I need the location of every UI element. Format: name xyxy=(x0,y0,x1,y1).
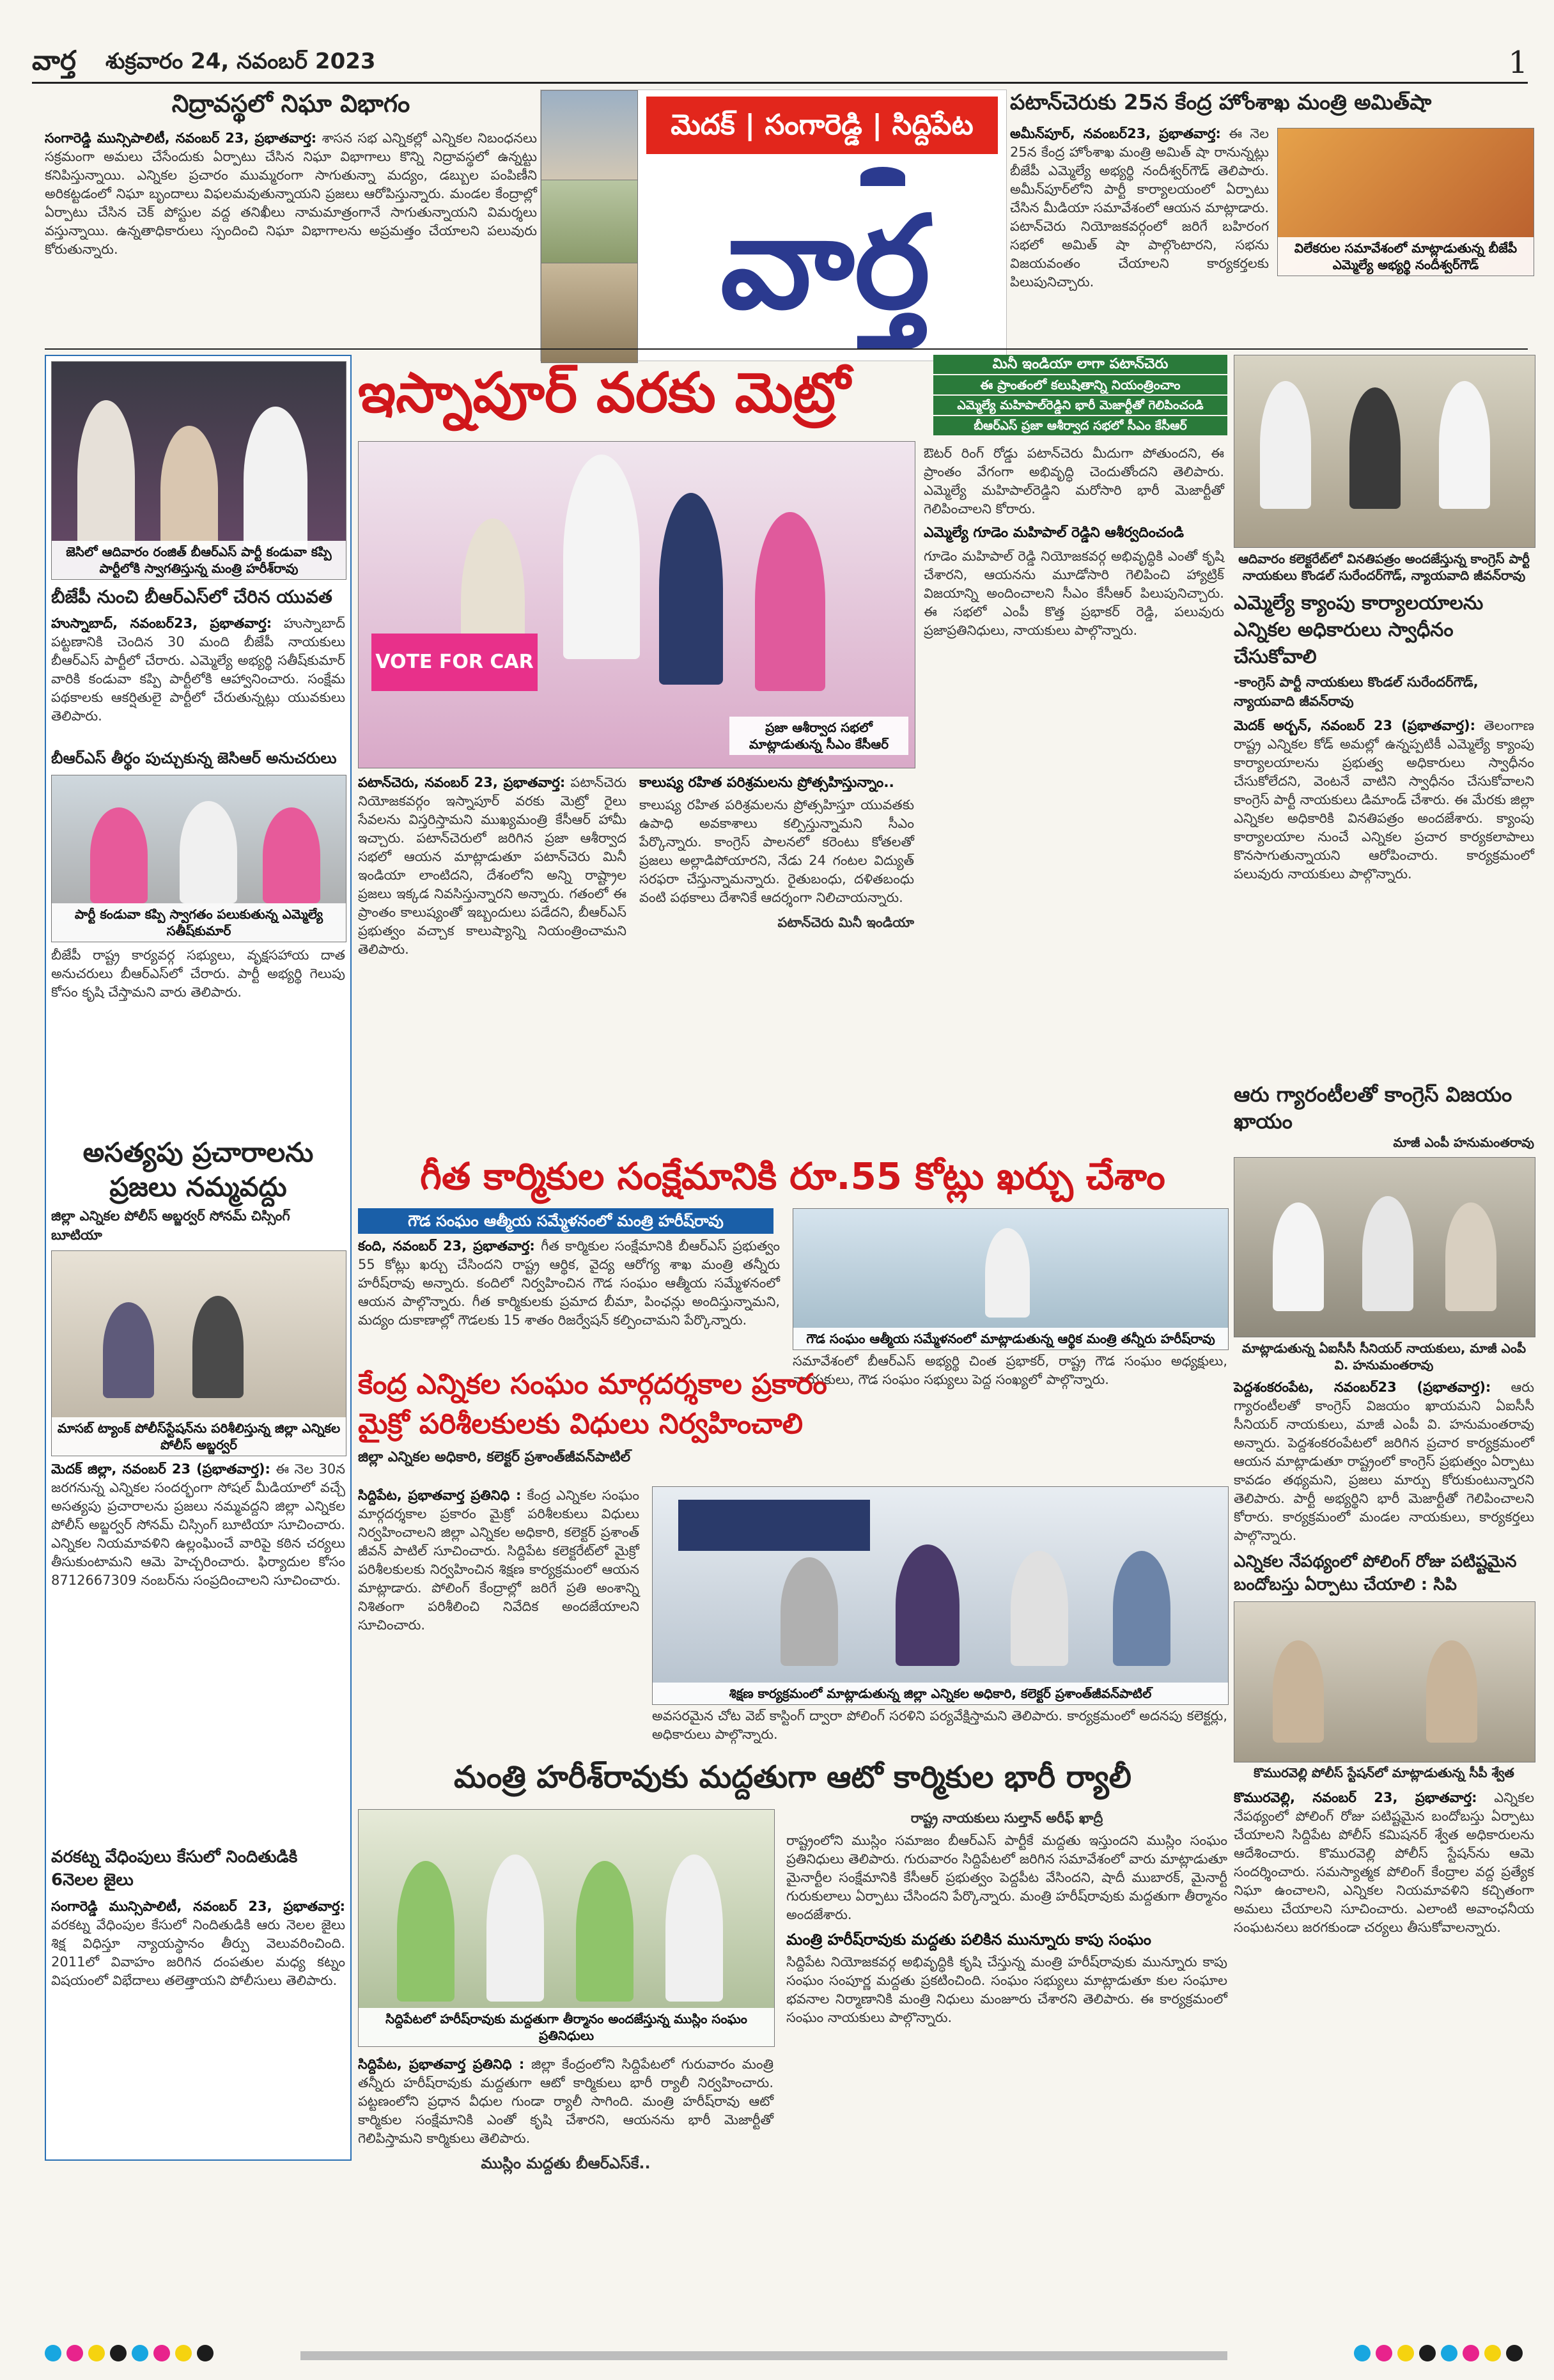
article-text: ఈ నెల 25న కేంద్ర హోంశాఖ మంత్రి అమిత్ షా రానున్నట్లు బీజేపీ ఎమ్మెల్యే అభ్యర్థి నందీశ్వర్‌గౌడ్ తెలిపారు. అమీన్‌పూర్‌లోని పార్టీ కార్యాలయంలో ఏర్పాటు చేసిన మీడియా సమావేశంలో ఆయన మాట్లాడారు. పటాన్‌చెరు నియోజకవర్గంలో జరిగే బహిరంగ సభలో అమిత్ షా పాల్గొంటారని, సభను విజయవంతం చేయాలని కార్యకర్తలకు పిలుపునిచ్చారు. xyxy=(1010,126,1269,290)
lead-endnote: పటాన్‌చెరు మినీ ఇండియా xyxy=(777,915,914,930)
person-figure xyxy=(1426,1640,1477,1743)
geeta-dateline: కంది, నవంబర్ 23, ప్రభాతవార్త: xyxy=(358,1238,535,1254)
lead-kicker: ఎమ్మెల్యే మహిపాల్‌రెడ్డిని భారీ మెజార్టీతో గెలిపించండి xyxy=(933,396,1227,415)
auto-title: మంత్రి హరీశ్‌రావుకు మద్దతుగా ఆటో కార్మికుల భారీ ర్యాలీ xyxy=(454,1759,1131,1795)
registration-dot xyxy=(197,2345,214,2361)
auto-body xyxy=(358,2055,773,2311)
edition-banner: మెదక్ | సంగారెడ్డి | సిద్దిపేట xyxy=(646,97,998,154)
right-text: తెలంగాణ రాష్ట్ర ఎన్నికల కోడ్ అమల్లో ఉన్నప్పటికీ ఎమ్మెల్యే క్యాంపు కార్యాలయాలను ప్రభుత్వ అధికారులు స్వాధీనం చేసుకోలేదని, వెంటనే వాటిని స్వాధీనం చేసుకోవాలని కాంగ్రెస్ పార్టీ నాయకులు డిమాండ్ చేశారు. ఈ మేరకు జిల్లా ఎన్నికల అధికారికి వినతిపత్రం అందజేశారు. క్యాంపు కార్యాలయాల నుంచే ఎన్నికల ప్రచార కార్యకలాపాలు కొనసాగుతున్నాయని ఆరోపించారు. కార్యక్రమంలో పలువురు నాయకులు పాల్గొన్నారు. xyxy=(1234,718,1534,882)
article-amitshah xyxy=(1010,89,1534,361)
person-figure xyxy=(1113,1551,1170,1666)
person-figure xyxy=(263,807,320,903)
auto-mid-text: రాష్ట్రంలోని ముస్లిం సమాజం బీఆర్‌ఎస్ పార్టీకే మద్దతు ఇస్తుందని ముస్లిం సంఘం ప్రతినిధులు తెలిపారు. గురువారం సిద్దిపేటలో జరిగిన సమావేశంలో వారు మాట్లాడుతూ మైనార్టీల సంక్షేమానికి కేసీఆర్ ప్రభుత్వం పెద్దపీట వేసిందని, షాదీ ముబారక్, మైనార్టీ గురుకులాలు ఏర్పాటు చేసిందని పేర్కొన్నారు. మంత్రి హరీష్‌రావుకు మద్దతుగా తీర్మానం అందజేశారు. xyxy=(786,1833,1227,1922)
lead-title: ఇస్నాపూర్ వరకు మెట్రో xyxy=(358,361,850,425)
auto-dateline: సిద్దిపేట, ప్రభాతవార్త ప్రతినిధి : xyxy=(358,2057,525,2072)
edition-photo-1 xyxy=(541,90,638,181)
person-figure xyxy=(1349,387,1401,509)
registration-dot xyxy=(175,2345,192,2361)
lead-body-b xyxy=(639,774,914,1138)
sub-title: బీఆర్‌ఎస్‌ తీర్థం పుచ్చుకున్న జెసిఆర్ అనుచరులు xyxy=(51,749,337,767)
article-title: పటాన్‌చెరుకు 25న కేంద్ర హోంశాఖ మంత్రి అమిత్‌షా xyxy=(1010,89,1432,114)
right-subtext: ఆరు గ్యారంటీలతో కాంగ్రెస్ విజయం ఖాయమని ఏఐసీసీ సీనియర్ నాయకులు, మాజీ ఎంపీ వి. హనుమంతరావు అన్నారు. పెద్దశంకరంపేటలో జరిగిన ప్రచార కార్యక్రమంలో ఆయన మాట్లాడుతూ రాష్ట్రంలో కాంగ్రెస్ ప్రభుత్వం ఏర్పాటు కావడం తథ్యమని, ప్రజలు మార్పు కోరుకుంటున్నారని తెలిపారు. పార్టీ అభ్యర్థిని భారీ మెజార్టీతో గెలిపించాలని కోరారు. కార్యక్రమంలో మండల నాయకులు, కార్యకర్తలు పాల్గొన్నారు. xyxy=(1234,1380,1534,1543)
registration-dot xyxy=(132,2345,148,2361)
right-kicker: -కాంగ్రెస్ పార్టీ నాయకులు కొండల్ సురేందర్‌గౌడ్, న్యాయవాది జీవన్‌రావు xyxy=(1234,674,1479,709)
right-subkicker: మాజీ ఎంపీ హనుమంతరావు xyxy=(1393,1135,1534,1150)
vote-for-car-banner: VOTE FOR CAR xyxy=(371,634,538,691)
article-text: శాసన సభ ఎన్నికల్లో ఎన్నికల నిబంధనలు సక్రమంగా అమలు చేసేందుకు ఏర్పాటు చేసిన నిఘా విభాగాలు కొన్ని నిద్రావస్థలో ఉన్నట్టు కనిపిస్తున్నాయి. ఎన్నికల ప్రచారం ముమ్మరంగా సాగుతున్నా మద్యం, డబ్బుల పంపిణీని అరికట్టడంలో నిఘా బృందాలు విఫలమవుతున్నాయని ప్రజలు ఆరోపిస్తున్నారు. మండల కేంద్రాల్లో ఏర్పాటు చేసిన చెక్ పోస్టుల వద్ద తనిఖీలు నామమాత్రంగానే సాగుతున్నాయని విమర్శలు వస్తున్నాయి. ఉన్నతాధికారులు స్పందించి నిఘా విభాగాలను అప్రమత్తం చేయాలని పలువురు కోరుతున్నారు. xyxy=(45,130,538,257)
edition-block xyxy=(540,89,1007,361)
right-photo-1 xyxy=(1234,355,1535,548)
person-figure xyxy=(397,1861,455,2002)
lead-subhead: ఎమ్మెల్యే గూడెం మహిపాల్ రెడ్డిని ఆశీర్వదించండి xyxy=(924,525,1185,541)
sub-dateline: సంగారెడ్డి మున్సిపాలిటీ, నవంబర్ 23, ప్రభాతవార్త: xyxy=(51,1899,345,1914)
ec-text: కేంద్ర ఎన్నికల సంఘం మార్గదర్శకాల ప్రకారం మైక్రో పరిశీలకులు విధులు నిర్వహించాలని జిల్లా ఎన్నికల అధికారి, కలెక్టర్ ప్రశాంత్ జీవన్ పాటిల్ సూచించారు. సిద్దిపేట కలెక్టరేట్‌లో మైక్రో పరిశీలకులకు నిర్వహించిన శిక్షణ కార్యక్రమంలో ఆయన మాట్లాడారు. పోలింగ్ కేంద్రాల్లో జరిగే ప్రతి అంశాన్ని నిశితంగా పరిశీలించి నివేదిక అందజేయాలని సూచించారు. xyxy=(358,1488,639,1633)
police-photo xyxy=(1234,1601,1535,1762)
person-figure xyxy=(1439,381,1490,509)
article-dateline: సంగారెడ్డి మున్సిపాలిటీ, నవంబర్ 23, ప్రభాతవార్త: xyxy=(45,130,317,146)
ec-title-1: కేంద్ర ఎన్నికల సంఘం మార్గదర్శకాల ప్రకారం xyxy=(358,1368,827,1401)
sub-body: బీజేపీ రాష్ట్ర కార్యవర్గ సభ్యులు, వృక్షసహాయ దాత అనుచరులు బీఆర్‌ఎస్‌లో చేరారు. పార్టీ అభ్యర్థి గెలుపు కోసం కృషి చేస్తామని వారు తెలిపారు. xyxy=(51,947,345,1000)
person-figure xyxy=(90,807,148,903)
ec-body xyxy=(358,1486,639,1748)
article-nigha xyxy=(45,89,537,358)
person-figure xyxy=(160,426,218,554)
person-figure xyxy=(896,1544,960,1666)
article-dateline: అమీన్‌పూర్, నవంబర్23, ప్రభాతవార్త: xyxy=(1010,126,1221,141)
lead-story xyxy=(358,355,1227,1144)
person-figure xyxy=(486,1855,544,2002)
geeta-photo xyxy=(793,1208,1229,1350)
screen xyxy=(678,1500,870,1551)
photo-caption: మాట్లాడుతున్న ఏఐసీసీ సీనియర్ నాయకులు, మాజీ ఎంపీ వి. హనుమంతరావు xyxy=(1241,1341,1527,1373)
lead-text: పటాన్‌చెరు నియోజకవర్గం ఇస్నాపూర్ వరకు మెట్రో రైలు సేవలను విస్తరిస్తామని ముఖ్యమంత్రి కేసీఆర్ హామీ ఇచ్చారు. పటాన్‌చెరులో జరిగిన ప్రజా ఆశీర్వాద సభలో ఆయన మాట్లాడుతూ పటాన్‌చెరు మినీ ఇండియా లాంటిదని, దేశంలోని అన్ని రాష్ట్రాల ప్రజలు ఇక్కడ నివసిస్తున్నారని అన్నారు. గతంలో ఈ ప్రాంతం కాలుష్యంతో ఇబ్బందులు పడేదని, బీఆర్‌ఎస్ ప్రభుత్వం వచ్చాక కాలుష్యాన్ని నియంత్రించామని తెలిపారు. xyxy=(358,775,626,957)
masthead-rule xyxy=(32,82,1528,84)
person-figure xyxy=(1445,1202,1496,1311)
photo-caption: విలేకరుల సమావేశంలో మాట్లాడుతున్న బీజేపీ ఎమ్మెల్యే అభ్యర్థి నందీశ్వర్‌గౌడ్ xyxy=(1278,237,1534,276)
sub-body xyxy=(51,614,345,745)
photo-caption: సిద్దిపేటలో హరీష్‌రావుకు మద్దతుగా తీర్మానం అందజేస్తున్న ముస్లిం సంఘం ప్రతినిధులు xyxy=(359,2008,774,2046)
article-police xyxy=(1234,1550,1534,2330)
police-text: ఎన్నికల నేపథ్యంలో పోలింగ్ రోజు పటిష్టమైన బందోబస్తు ఏర్పాటు చేయాలని సిద్దిపేట పోలీస్ కమిషనర్ శ్వేత అధికారులను ఆదేశించారు. కొమురవెల్లి పోలీస్ స్టేషన్‌ను ఆమె సందర్శించారు. సమస్యాత్మక పోలింగ్ కేంద్రాల వద్ద ప్రత్యేక నిఘా ఉంచాలని, ఎన్నికల నియమావళిని కచ్చితంగా అమలు చేయాలని సూచించారు. ఎలాంటి అవాంఛనీయ సంఘటనలు జరగకుండా చర్యలు తీసుకోవాలన్నారు. xyxy=(1234,1790,1534,1935)
ec-kicker: జిల్లా ఎన్నికల అధికారి, కలెక్టర్ ప్రశాంత్‌జీవన్‌పాటిల్ xyxy=(358,1449,631,1465)
police-title: ఎన్నికల నేపథ్యంలో పోలింగ్ రోజు పటిష్టమైన బందోబస్తు ఏర్పాటు చేయాలి : సిపి xyxy=(1234,1552,1517,1594)
registration-dot xyxy=(1484,2345,1501,2361)
sub-text: వరకట్న వేధింపుల కేసులో నిందితుడికి ఆరు నెలల జైలు శిక్ష విధిస్తూ న్యాయస్థానం తీర్పు వెలువరించింది. 2011లో వివాహం జరిగిన దంపతుల మధ్య కట్నం విషయంలో విభేదాలు తలెత్తాయని పోలీసులు తెలిపారు. xyxy=(51,1917,345,1988)
left-photo-1 xyxy=(51,361,346,580)
edition-photo-2 xyxy=(541,180,638,264)
registration-dot xyxy=(66,2345,83,2361)
ec-title-2: మైక్రో పరిశీలకులకు విధులు నిర్వహించాలి xyxy=(358,1408,804,1440)
person-figure xyxy=(781,1557,838,1666)
right-subdateline: పెద్దశంకరంపేట, నవంబర్23 (ప్రభాతవార్త): xyxy=(1234,1380,1491,1395)
person-figure xyxy=(665,1855,723,2002)
divider xyxy=(45,348,1528,350)
lead-kicker: బీఆర్‌ఎస్ ప్రజా ఆశీర్వాద సభలో సీఎం కేసీఆర్ xyxy=(933,416,1227,435)
auto-sub2-text: సిద్దిపేట నియోజకవర్గ అభివృద్ధికి కృషి చేస్తున్న మంత్రి హరీష్‌రావుకు మున్నూరు కాపు సంఘం సంపూర్ణ మద్దతు ప్రకటించింది. సంఘం సభ్యులు మాట్లాడుతూ కుల సంఘాల భవనాల నిర్మాణానికి మంత్రి నిధులు మంజూరు చేశారని తెలిపారు. ఈ కార్యక్రమంలో సంఘం నాయకులు పాల్గొన్నారు. xyxy=(786,1954,1227,2025)
photo-caption: ఆదివారం కలెక్టరేట్‌లో వినతిపత్రం అందజేస్తున్న కాంగ్రెస్ పార్టీ నాయకులు కొండల్ సురేందర్‌గౌడ్, న్యాయవాది జీవన్‌రావు xyxy=(1238,551,1530,583)
lead-kicker: ఈ ప్రాంతంలో కలుషితాన్ని నియంత్రించాం xyxy=(933,375,1227,394)
photo-caption: మాసబ్ ట్యాంక్ పోలీస్‌స్టేషన్‌ను పరిశీలిస్తున్న జిల్లా ఎన్నికల పోలీస్ అబ్జర్వర్ xyxy=(52,1417,346,1456)
left-photo-2 xyxy=(51,775,346,942)
geeta-body xyxy=(358,1237,780,1362)
lead-text: గూడెం మహిపాల్ రెడ్డి నియోజకవర్గ అభివృద్ధికి ఎంతో కృషి చేశారని, ఆయనను మూడోసారి గెలిపించి హ్యాట్రిక్ విజయాన్ని అందించాలని సీఎం కేసీఆర్ పిలుపునిచ్చారు. ఈ సభలో ఎంపీ కొత్త ప్రభాకర్ రెడ్డి, పలువురు ప్రజాప్రతినిధులు, నాయకులు పాల్గొన్నారు. xyxy=(924,548,1224,638)
lead-kicker: మినీ ఇండియా లాగా పటాన్‌చెరు xyxy=(933,355,1227,374)
article-body xyxy=(1010,125,1269,290)
photo-caption: జెసిలో ఆదివారం రంజిత్‌ బీఆర్‌ఎస్‌ పార్టీ కండువా కప్పి పార్టీలోకి స్వాగతిస్తున్న మంత్రి హరీశ్‌రావు xyxy=(52,541,346,579)
person-figure xyxy=(1273,1202,1324,1311)
auto-endnote: ముస్లిం మద్దతు బీఆర్‌ఎస్‌కే.. xyxy=(481,2154,651,2172)
geeta-kicker: గౌడ సంఘం ఆత్మీయ సమ్మేళనంలో మంత్రి హరీష్‌రావు xyxy=(358,1208,773,1234)
left-photo-3 xyxy=(51,1250,346,1456)
sub-dateline: హుస్నాబాద్, నవంబర్23, ప్రభాతవార్త: xyxy=(51,616,272,631)
auto-mid xyxy=(786,1809,1227,2321)
auto-photo xyxy=(358,1809,775,2047)
sub-kicker: జిల్లా ఎన్నికల పోలీస్ అబ్జర్వర్ సోనమ్ చిస్సింగ్ బూటియా xyxy=(51,1208,290,1243)
photo-caption: పార్టీ కండువా కప్పి స్వాగతం పలుకుతున్న ఎమ్మెల్యే సతీష్‌కుమార్ xyxy=(52,903,346,942)
geeta-body-2: సమావేశంలో బీఆర్‌ఎస్ అభ్యర్థి చింత ప్రభాకర్, రాష్ట్ర గౌడ సంఘం అధ్యక్షులు, నాయకులు, గౌడ సంఘం సభ్యులు పెద్ద సంఖ్యలో పాల్గొన్నారు. xyxy=(793,1353,1227,1387)
sub-text: ఈ నెల 30న జరగనున్న ఎన్నికల సందర్భంగా సోషల్ మీడియాలో వచ్చే అసత్యపు ప్రచారాలను ప్రజలు నమ్మవద్దని జిల్లా ఎన్నికల పోలీస్ అబ్జర్వర్ సోనమ్ చిస్సింగ్ బూటియా సూచించారు. ఎన్నికల నియమావళిని ఉల్లంఘించే వారిపై కఠిన చర్యలు తీసుకుంటామని ఆమె హెచ్చరించారు. ఫిర్యాదుల కోసం 8712667309 నంబర్‌ను సంప్రదించాలని సూచించారు. xyxy=(51,1461,345,1588)
person-figure xyxy=(244,407,307,554)
masthead-name: వార్త xyxy=(32,45,76,76)
registration-left xyxy=(45,2345,219,2364)
person-figure xyxy=(103,1302,154,1398)
person-figure xyxy=(576,1861,633,2002)
sub-body xyxy=(51,1460,345,1844)
sub-title: బీజేపీ నుంచి బీఆర్‌ఎస్‌లో చేరిన యువత xyxy=(51,586,332,607)
article-title: నిద్రావస్థలో నిఘా విభాగం xyxy=(171,89,410,118)
sub-dateline: మెదక్ జిల్లా, నవంబర్ 23 (ప్రభాతవార్త): xyxy=(51,1461,270,1477)
registration-dot xyxy=(1506,2345,1523,2361)
article-ec xyxy=(358,1365,1227,1748)
amitshah-photo xyxy=(1277,128,1534,276)
right-column xyxy=(1234,355,1534,1550)
edition-logo: వార్త xyxy=(720,187,931,338)
masthead-date: శుక్రవారం 24, నవంబర్ 2023 xyxy=(105,49,376,74)
geeta-text: గీత కార్మికుల సంక్షేమానికి బీఆర్‌ఎస్ ప్రభుత్వం 55 కోట్లు ఖర్చు చేసిందని రాష్ట్ర ఆర్థిక, వైద్య ఆరోగ్య శాఖ మంత్రి తన్నీరు హరీష్‌రావు అన్నారు. కందిలో నిర్వహించిన గౌడ సంఘం ఆత్మీయ సమ్మేళనంలో ఆయన పాల్గొన్నారు. గీత కార్మికులకు ప్రమాద బీమా, పింఛన్లు అందిస్తున్నామని, మద్యం దుకాణాల్లో గౌడలకు 15 శాతం రిజర్వేషన్ కల్పించామని పేర్కొన్నారు. xyxy=(358,1238,780,1328)
left-column xyxy=(45,355,352,2161)
auto-text: జిల్లా కేంద్రంలోని సిద్దిపేటలో గురువారం మంత్రి తన్నీరు హరీష్‌రావుకు మద్దతుగా ఆటో కార్మికులు భారీ ర్యాలీ నిర్వహించారు. పట్టణంలోని ప్రధాన వీధుల గుండా ర్యాలీ సాగింది. మంత్రి హరీష్‌రావు ఆటో కార్మికుల సంక్షేమానికి ఎంతో కృషి చేశారని, ఆయనను భారీ మెజార్టీతో గెలిపిస్తామని కార్మికులు తెలిపారు. xyxy=(358,2057,774,2146)
ec-dateline: సిద్దిపేట, ప్రభాతవార్త ప్రతినిధి : xyxy=(358,1488,522,1503)
lead-body-a xyxy=(358,774,626,1138)
police-dateline: కొమురవెల్లి, నవంబర్ 23, ప్రభాతవార్త: xyxy=(1234,1790,1477,1805)
photo-caption: ప్రజా ఆశీర్వాద సభలో మాట్లాడుతున్న సీఎం కేసీఆర్ xyxy=(729,717,908,755)
person-figure xyxy=(1273,1640,1324,1743)
registration-bar xyxy=(300,2351,1227,2360)
registration-dot xyxy=(110,2345,127,2361)
registration-dot xyxy=(1441,2345,1457,2361)
sub-text: హుస్నాబాద్ పట్టణానికి చెందిన 30 మంది బీజేపీ నాయకులు బీఆర్‌ఎస్ పార్టీలో చేరారు. ఎమ్మెల్యే అభ్యర్థి సతీష్‌కుమార్ వారికి కండువా కప్పి పార్టీలోకి ఆహ్వానించారు. సంక్షేమ పథకాలకు ఆకర్షితులై పార్టీలో చేరుతున్నట్లు యువకులు తెలిపారు. xyxy=(51,616,345,724)
ec-photo xyxy=(652,1486,1229,1705)
lead-kickers xyxy=(933,355,1227,435)
lead-dateline: పటాన్‌చెరు, నవంబర్ 23, ప్రభాతవార్త: xyxy=(358,775,566,790)
person-figure xyxy=(1362,1196,1413,1311)
article-auto xyxy=(358,1755,1227,2330)
article-body xyxy=(45,129,537,359)
lead-subhead: కాలుష్య రహిత పరిశ్రమలను ప్రోత్సహిస్తున్నాం.. xyxy=(639,775,894,791)
person-figure xyxy=(755,512,825,691)
right-dateline: మెదక్ అర్బన్, నవంబర్ 23 (ప్రభాతవార్త): xyxy=(1234,718,1476,733)
person-figure xyxy=(985,1228,1030,1318)
right-title: ఎమ్మెల్యే క్యాంపు కార్యాలయాలను ఎన్నికల అధికారులు స్వాధీనం చేసుకోవాలి xyxy=(1234,592,1484,668)
lead-text: ఔటర్ రింగ్ రోడ్డు పటాన్‌చెరు మీదుగా పోతుందని, ఈ ప్రాంతం వేగంగా అభివృద్ధి చెందుతోందని తెలిపారు. ఎమ్మెల్యే మహిపాల్‌రెడ్డిని మరోసారి భారీ మెజార్టీతో గెలిపించాలని కోరారు. xyxy=(924,446,1224,517)
auto-sub2-title: మంత్రి హరీష్‌రావుకు మద్దతు పలికిన మున్నూరు కాపు సంఘం xyxy=(786,1931,1151,1948)
ec-body-2: అవసరమైన చోట వెబ్ కాస్టింగ్ ద్వారా పోలింగ్ సరళిని పర్యవేక్షిస్తామని తెలిపారు. కార్యక్రమంలో అదనపు కలెక్టర్లు, అధికారులు పాల్గొన్నారు. xyxy=(652,1708,1227,1742)
photo-caption: కొమురవెల్లి పోలీస్ స్టేషన్‌లో మాట్లాడుతున్న సీపీ శ్వేత xyxy=(1254,1765,1514,1780)
sub-body xyxy=(51,1897,345,2083)
geeta-title: గీత కార్మికుల సంక్షేమానికి రూ.55 కోట్లు ఖర్చు చేశాం xyxy=(420,1155,1165,1198)
registration-dot xyxy=(45,2345,61,2361)
footer-registration xyxy=(45,2345,1528,2367)
right-photo-2 xyxy=(1234,1157,1535,1337)
person-figure xyxy=(1260,381,1311,509)
right-subtitle: ఆరు గ్యారంటీలతో కాంగ్రెస్ విజయం ఖాయం xyxy=(1234,1082,1512,1133)
registration-dot xyxy=(1397,2345,1414,2361)
masthead xyxy=(32,45,1528,83)
lead-photo xyxy=(358,441,915,768)
lead-text: కాలుష్య రహిత పరిశ్రమలను ప్రోత్సహిస్తూ యువతకు ఉపాధి అవకాశాలు కల్పిస్తున్నామని సీఎం పేర్కొన్నారు. కాంగ్రెస్ పాలనలో కరెంటు కోతలతో ప్రజలు అల్లాడిపోయారని, నేడు 24 గంటల విద్యుత్ సరఫరా చేస్తున్నామన్నారు. రైతుబంధు, దళితబంధు వంటి పథకాలు దేశానికే ఆదర్శంగా నిలిచాయన్నారు. xyxy=(639,797,914,905)
registration-dot xyxy=(1419,2345,1436,2361)
person-figure xyxy=(180,801,237,903)
police-body xyxy=(1234,1789,1534,2313)
person-figure xyxy=(563,455,640,659)
lead-body-right xyxy=(924,444,1224,1135)
photo-caption: గౌడ సంఘం ఆత్మీయ సమ్మేళనంలో మాట్లాడుతున్న ఆర్థిక మంత్రి తన్నీరు హరీష్‌రావు xyxy=(793,1328,1228,1349)
sub-title: అసత్యపు ప్రచారాలను ప్రజలు నమ్మవద్దు xyxy=(82,1137,314,1202)
registration-dot xyxy=(153,2345,170,2361)
registration-dot xyxy=(1463,2345,1479,2361)
right-body xyxy=(1234,717,1534,1075)
photo-caption: శిక్షణ కార్యక్రమంలో మాట్లాడుతున్న జిల్లా ఎన్నికల అధికారి, కలెక్టర్ ప్రశాంత్‌జీవన్‌పాటిల్ xyxy=(653,1683,1228,1704)
person-figure xyxy=(1011,1551,1068,1666)
person-figure xyxy=(659,493,723,685)
page-number: 1 xyxy=(1508,45,1528,81)
sub-title: వరకట్న వేధింపులు కేసులో నిందితుడికి 6నెలల జైలు xyxy=(51,1847,298,1890)
auto-mid-kicker: రాష్ట్ర నాయకులు సుల్తాన్ అరీఫ్ ఖాద్రీ xyxy=(910,1810,1103,1826)
bird-icon xyxy=(860,167,905,186)
article-geeta xyxy=(358,1151,1227,1362)
person-figure xyxy=(77,400,135,554)
registration-dot xyxy=(1376,2345,1392,2361)
person-figure xyxy=(192,1296,244,1398)
registration-dot xyxy=(1354,2345,1371,2361)
registration-right xyxy=(1354,2345,1528,2364)
registration-dot xyxy=(88,2345,105,2361)
